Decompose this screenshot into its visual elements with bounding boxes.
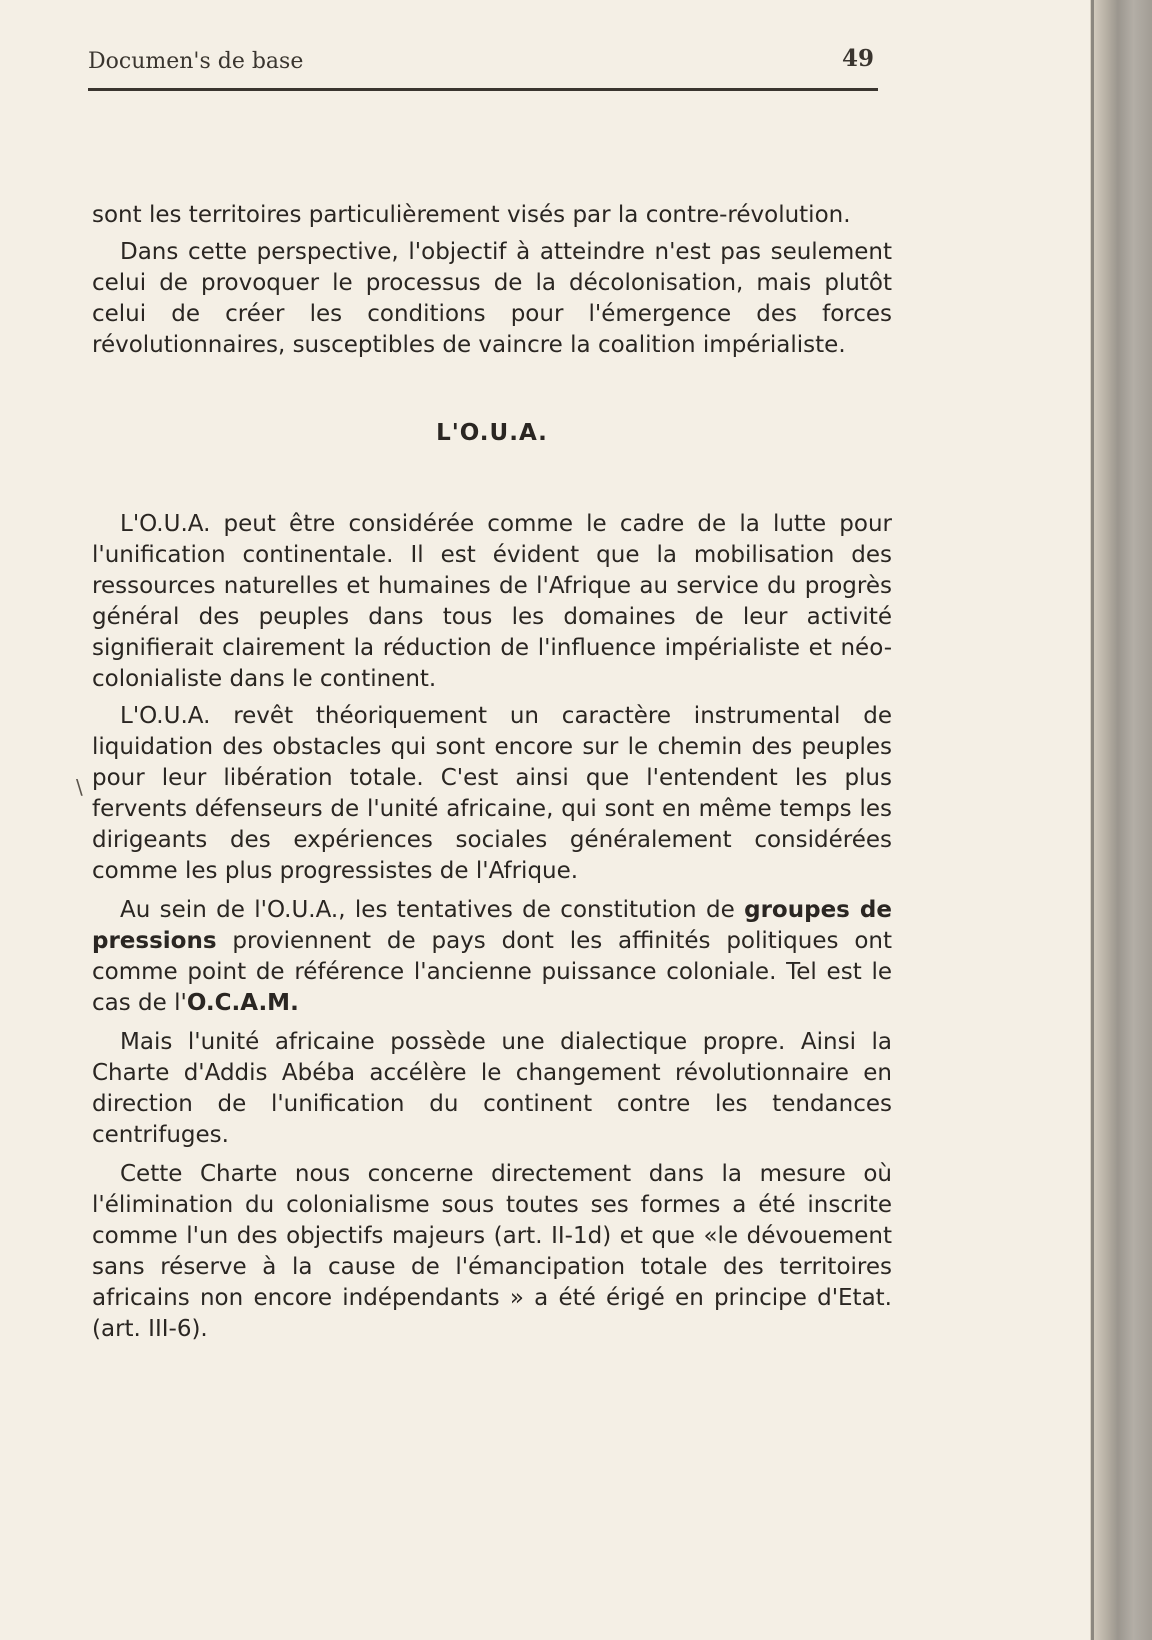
body-text <box>92 200 892 1345</box>
section-title: L'O.U.A. <box>436 420 548 446</box>
paragraph-3-middle: proviennent de pays dont les affinités politiques ont comme point de référence l'ancienne puissance coloniale. Tel est le cas de l' <box>92 928 892 1016</box>
header-rule <box>88 88 878 91</box>
intro-paragraph-1: sont les territoires particulièrement visés par la contre-révolution. <box>92 202 851 228</box>
pressure-groups-term: groupes de pressions <box>92 897 892 954</box>
section-paragraph-3 <box>92 895 892 1019</box>
intro-paragraph-2: Dans cette perspective, l'objectif à atteindre n'est pas seulement celui de provoquer le processus de la décolonisation, mais plutôt celui de créer les conditions pour l'émergence des forces révolutionnaires, susceptibles de vaincre la coalition impérialiste. <box>92 239 892 358</box>
section-paragraph-1: L'O.U.A. peut être considérée comme le cadre de la lutte pour l'unification continentale. Il est évident que la mobilisation des ressources naturelles et humaines de l'Afrique au service du progrès général des peuples dans tous les domaines de leur activité signifierait clairement la réduction de l'influence impérialiste et néo-colonialiste dans le continent. <box>92 511 892 692</box>
margin-tick-mark: \ <box>76 775 83 799</box>
running-head: Documen's de base <box>88 49 304 74</box>
book-spine <box>1090 0 1152 1640</box>
paragraph-3-start: Au sein de l'O.U.A., les tentatives de constitution de <box>120 897 745 923</box>
page-header <box>88 45 878 85</box>
section-paragraph-5: Cette Charte nous concerne directement dans la mesure où l'élimination du colonialisme sous toutes ses formes a été inscrite comme l'un des objectifs majeurs (art. II-1d) et que «le dévouement sans réserve à la cause de l'émancipation totale des territoires africains non encore indépendants » a été érigé en principe d'Etat. (art. III-6). <box>92 1161 892 1342</box>
page-number: 49 <box>841 45 874 72</box>
section-paragraph-2: L'O.U.A. revêt théoriquement un caractère instrumental de liquidation des obstacles qui sont encore sur le chemin des peuples pour leur libération totale. C'est ainsi que l'entendent les plus fervents défenseurs de l'unité africaine, qui sont en même temps les dirigeants des expériences sociales généralement considérées comme les plus progressistes de l'Afrique. <box>92 703 892 884</box>
section-paragraph-4: Mais l'unité africaine possède une dialectique propre. Ainsi la Charte d'Addis Abéba accélère le changement révolutionnaire en direction de l'unification du continent contre les tendances centrifuges. <box>92 1029 892 1148</box>
ocam-term: O.C.A.M. <box>186 990 299 1016</box>
spine-edge <box>1091 0 1094 1640</box>
